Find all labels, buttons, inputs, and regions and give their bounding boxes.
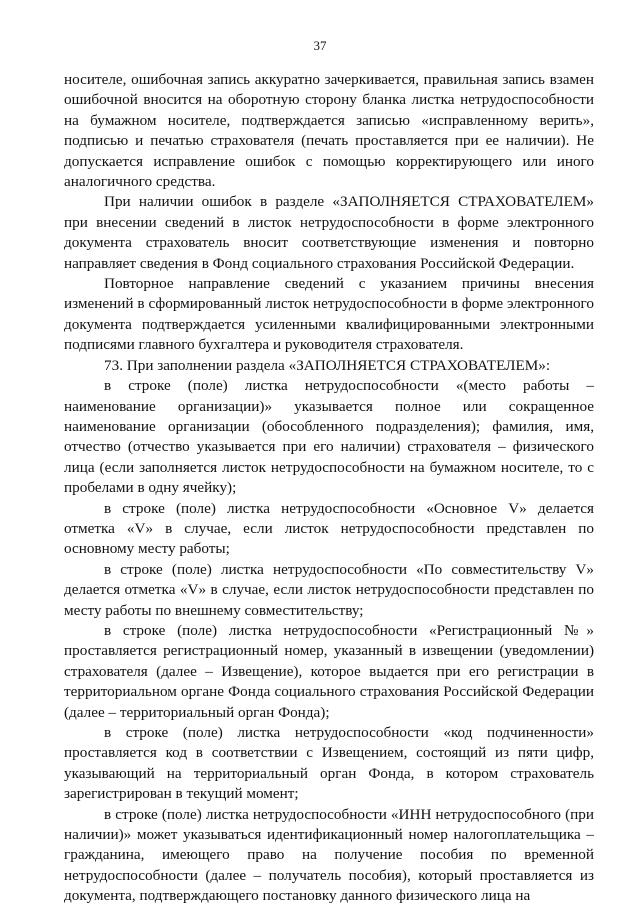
paragraph-1: носителе, ошибочная запись аккуратно зачеркивается, правильная запись взамен ошибочной вносится на оборотную сторону бланка листка нетрудоспособности на бумажном носителе, подтверждается записью «исправленному верить», подписью и печатью страхователя (печать проставляется при ее наличии). Не допускается исправление ошибок с помощью корректирующего или иного аналогичного средства. [64,71,594,191]
paragraph-9: в строке (поле) листка нетрудоспособности «код подчиненности» проставляется код в соответствии с Извещением, состоящий из пяти цифр, указывающий на территориальный орган Фонда, в котором страхователь зарегистрирован в текущий момент; [64,724,594,803]
paragraph-5: в строке (поле) листка нетрудоспособности «(место работы – наименование организации)» указывается полное или сокращенное наименование организации (обособленного подразделения); фамилия, имя, отчество (отчество указывается при его наличии) страхователя – физического лица (если заполняется листок нетрудоспособности на бумажном носителе, то с пробелами в одну ячейку); [64,377,594,497]
paragraph-10: в строке (поле) листка нетрудоспособности «ИНН нетрудоспособного (при наличии)» может указываться идентификационный номер налогоплательщика – гражданина, имеющего право на получение пособия по временной нетрудоспособности (далее – получатель пособия), который проставляется из документа, подтверждающего постановку данного физического лица на [64,805,594,905]
paragraph-7: в строке (поле) листка нетрудоспособности «По совместительству V» делается отметка «V» в случае, если листок нетрудоспособности представлен по месту работы по внешнему совместительству; [64,560,594,619]
paragraph-3: Повторное направление сведений с указанием причины внесения изменений в сформированный листок нетрудоспособности в форме электронного документа подтверждается усиленными квалифицированными электронными подписями главного бухгалтера и руководителя страхователя. [64,275,594,354]
page-number: 37 [313,38,327,53]
paragraph-4: 73. При заполнении раздела «ЗАПОЛНЯЕТСЯ СТРАХОВАТЕЛЕМ»: [104,356,551,374]
paragraph-8: в строке (поле) листка нетрудоспособности «Регистрационный №» проставляется регистрационный номер, указанный в извещении (уведомлении) страхователя (далее – Извещение), которое выдается при его регистрации в территориальном органе Фонда социального страхования Российской Федерации (далее – территориальный орган Фонда); [64,621,594,721]
document-body [64,70,594,907]
paragraph-2: При наличии ошибок в разделе «ЗАПОЛНЯЕТСЯ СТРАХОВАТЕЛЕМ» при внесении сведений в листок нетрудоспособности в форме электронного документа страхователь вносит соответствующие изменения и повторно направляет сведения в Фонд социального страхования Российской Федерации. [64,193,594,272]
paragraph-6: в строке (поле) листка нетрудоспособности «Основное V» делается отметка «V» в случае, если листок нетрудоспособности представлен по основному месту работы; [64,499,594,558]
